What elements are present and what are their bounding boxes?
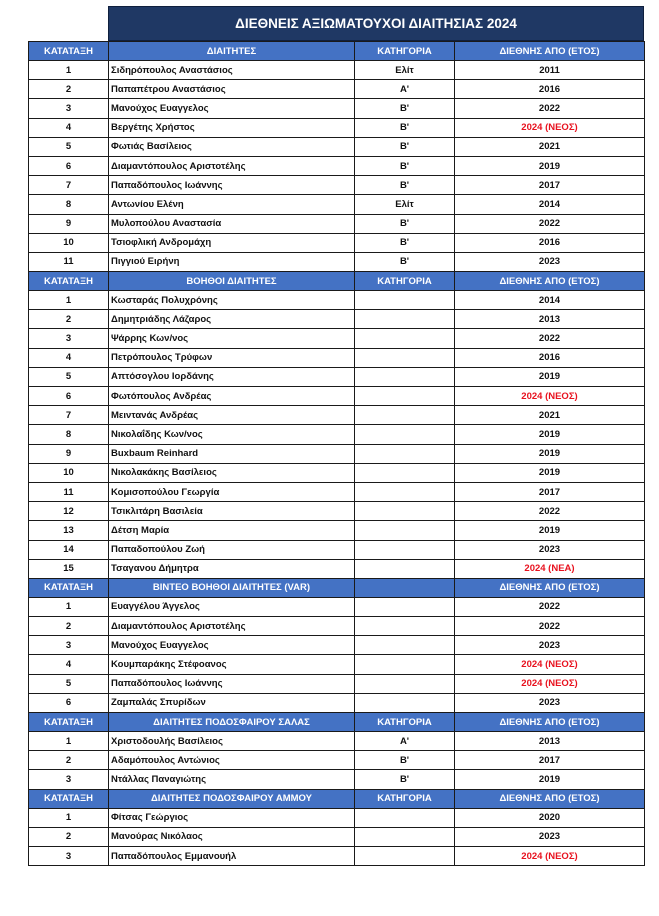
referee-name-cell: Απτόσογλου Ιορδάνης [109,367,355,386]
category-cell [355,444,455,463]
table-row [29,655,645,674]
rank-cell: 2 [29,617,109,636]
table-row [29,80,645,99]
table-row [29,195,645,214]
rank-cell: 4 [29,348,109,367]
category-cell: Β' [355,156,455,175]
category-cell: Ελίτ [355,195,455,214]
section-name-header: ΒΙΝΤΕΟ ΒΟΗΘΟΙ ΔΙΑΙΤΗΤΕΣ (VAR) [109,578,355,597]
rank-cell: 6 [29,387,109,406]
since-year-cell: 2013 [455,310,645,329]
rank-cell: 4 [29,118,109,137]
category-cell: Β' [355,751,455,770]
since-year-cell: 2017 [455,751,645,770]
table-row [29,233,645,252]
table-row [29,214,645,233]
section-header-row [29,42,645,61]
referee-name-cell: Κωσταράς Πολυχρόνης [109,291,355,310]
referee-name-cell: Δέτση Μαρία [109,521,355,540]
referees-table [28,41,645,866]
table-row [29,252,645,271]
rank-cell: 5 [29,137,109,156]
referee-name-cell: Παπαδόπουλος Ιωάννης [109,674,355,693]
referees-document [28,6,644,866]
table-row [29,310,645,329]
rank-cell: 11 [29,252,109,271]
table-row [29,617,645,636]
rank-cell: 3 [29,329,109,348]
category-header: ΚΑΤΗΓΟΡΙΑ [355,272,455,291]
table-row [29,329,645,348]
referee-name-cell: Φωτόπουλος Ανδρέας [109,387,355,406]
section-name-header: ΒΟΗΘΟΙ ΔΙΑΙΤΗΤΕΣ [109,272,355,291]
since-year-cell: 2022 [455,617,645,636]
category-cell [355,291,455,310]
rank-cell: 4 [29,655,109,674]
rank-cell: 7 [29,406,109,425]
category-cell: Β' [355,99,455,118]
rank-cell: 6 [29,693,109,712]
referee-name-cell: Αντωνίου Ελένη [109,195,355,214]
since-year-header: ΔΙΕΘΝΗΣ ΑΠΟ (ΕΤΟΣ) [455,789,645,808]
rank-header: ΚΑΤΑΤΑΞΗ [29,42,109,61]
referee-name-cell: Κουμπαράκης Στέφοανος [109,655,355,674]
table-row [29,367,645,386]
rank-cell: 12 [29,502,109,521]
table-row [29,559,645,578]
referee-name-cell: Μανούχος Ευαγγελος [109,99,355,118]
category-cell [355,502,455,521]
category-cell: Β' [355,252,455,271]
rank-cell: 2 [29,80,109,99]
since-year-cell: 2022 [455,99,645,118]
rank-cell: 3 [29,770,109,789]
rank-cell: 10 [29,463,109,482]
since-year-cell: 2023 [455,693,645,712]
table-row [29,348,645,367]
category-cell [355,636,455,655]
category-cell [355,808,455,827]
category-cell: Β' [355,176,455,195]
rank-cell: 3 [29,636,109,655]
referee-name-cell: Σιδηρόπουλος Αναστάσιος [109,61,355,80]
table-row [29,770,645,789]
table-row [29,827,645,846]
referees-table-body [29,42,645,866]
rank-header: ΚΑΤΑΤΑΞΗ [29,272,109,291]
table-row [29,808,645,827]
referee-name-cell: Φίτσας Γεώργιος [109,808,355,827]
since-year-cell: 2017 [455,482,645,501]
referee-name-cell: Ζαμπαλάς Σπυρίδων [109,693,355,712]
referee-name-cell: Τσαγανου Δήμητρα [109,559,355,578]
table-row [29,463,645,482]
referee-name-cell: Ντάλλας Παναγιώτης [109,770,355,789]
referee-name-cell: Παπαδόπουλος Ιωάννης [109,176,355,195]
category-header [355,578,455,597]
since-year-header: ΔΙΕΘΝΗΣ ΑΠΟ (ΕΤΟΣ) [455,713,645,732]
since-year-cell: 2019 [455,521,645,540]
since-year-cell: 2022 [455,502,645,521]
referee-name-cell: Διαμαντόπουλος Αριστοτέλης [109,617,355,636]
category-cell [355,559,455,578]
referee-name-cell: Μανούχος Ευαγγελος [109,636,355,655]
category-cell [355,655,455,674]
table-row [29,846,645,865]
rank-cell: 3 [29,99,109,118]
rank-cell: 2 [29,827,109,846]
since-year-cell: 2021 [455,137,645,156]
since-year-cell: 2014 [455,195,645,214]
category-cell [355,827,455,846]
referee-name-cell: Νικολακάκης Βασίλειος [109,463,355,482]
since-year-header: ΔΙΕΘΝΗΣ ΑΠΟ (ΕΤΟΣ) [455,42,645,61]
section-name-header: ΔΙΑΙΤΗΤΕΣ [109,42,355,61]
rank-cell: 8 [29,425,109,444]
category-cell [355,329,455,348]
category-cell [355,387,455,406]
section-name-header: ΔΙΑΙΤΗΤΕΣ ΠΟΔΟΣΦΑΙΡΟΥ ΣΑΛΑΣ [109,713,355,732]
since-year-cell: 2014 [455,291,645,310]
rank-cell: 8 [29,195,109,214]
rank-cell: 1 [29,732,109,751]
referee-name-cell: Παπαδοπούλου Ζωή [109,540,355,559]
category-cell [355,310,455,329]
since-year-cell: 2024 (ΝΕΟΣ) [455,387,645,406]
referee-name-cell: Ψάρρης Κων/νος [109,329,355,348]
since-year-header: ΔΙΕΘΝΗΣ ΑΠΟ (ΕΤΟΣ) [455,578,645,597]
referee-name-cell: Παπαπέτρου Αναστάσιος [109,80,355,99]
since-year-cell: 2024 (ΝΕΟΣ) [455,846,645,865]
referee-name-cell: Φωτιάς Βασίλειος [109,137,355,156]
rank-cell: 1 [29,61,109,80]
since-year-cell: 2022 [455,597,645,616]
referee-name-cell: Πετρόπουλος Τρύφων [109,348,355,367]
rank-header: ΚΑΤΑΤΑΞΗ [29,713,109,732]
rank-cell: 2 [29,310,109,329]
since-year-header: ΔΙΕΘΝΗΣ ΑΠΟ (ΕΤΟΣ) [455,272,645,291]
rank-cell: 10 [29,233,109,252]
rank-cell: 5 [29,367,109,386]
rank-cell: 9 [29,444,109,463]
referee-name-cell: Κομισοπούλου Γεωργία [109,482,355,501]
since-year-cell: 2023 [455,636,645,655]
category-cell [355,693,455,712]
section-header-row [29,713,645,732]
referee-name-cell: Πιγγιού Ειρήνη [109,252,355,271]
table-row [29,751,645,770]
since-year-cell: 2016 [455,348,645,367]
table-row [29,176,645,195]
referee-name-cell: Buxbaum Reinhard [109,444,355,463]
category-cell [355,367,455,386]
category-cell [355,425,455,444]
since-year-cell: 2022 [455,214,645,233]
category-cell: Α' [355,732,455,751]
table-row [29,387,645,406]
category-header: ΚΑΤΗΓΟΡΙΑ [355,713,455,732]
rank-cell: 1 [29,808,109,827]
rank-cell: 9 [29,214,109,233]
table-row [29,540,645,559]
since-year-cell: 2024 (ΝΕΟΣ) [455,655,645,674]
table-row [29,156,645,175]
since-year-cell: 2019 [455,770,645,789]
referee-name-cell: Μυλοπούλου Αναστασία [109,214,355,233]
table-row [29,291,645,310]
since-year-cell: 2023 [455,540,645,559]
rank-cell: 5 [29,674,109,693]
category-cell [355,540,455,559]
table-row [29,597,645,616]
table-row [29,502,645,521]
since-year-cell: 2019 [455,444,645,463]
referee-name-cell: Νικολαΐδης Κων/νος [109,425,355,444]
table-row [29,137,645,156]
rank-cell: 15 [29,559,109,578]
section-header-row [29,272,645,291]
table-row [29,521,645,540]
category-cell: Ελίτ [355,61,455,80]
rank-cell: 1 [29,597,109,616]
rank-cell: 11 [29,482,109,501]
since-year-cell: 2016 [455,80,645,99]
table-row [29,674,645,693]
category-cell: Β' [355,214,455,233]
category-cell [355,482,455,501]
since-year-cell: 2023 [455,252,645,271]
rank-cell: 2 [29,751,109,770]
referee-name-cell: Διαμαντόπουλος Αριστοτέλης [109,156,355,175]
rank-header: ΚΑΤΑΤΑΞΗ [29,578,109,597]
rank-cell: 6 [29,156,109,175]
table-row [29,61,645,80]
referee-name-cell: Δημητριάδης Λάζαρος [109,310,355,329]
category-cell: Β' [355,137,455,156]
since-year-cell: 2019 [455,463,645,482]
rank-cell: 14 [29,540,109,559]
since-year-cell: 2019 [455,156,645,175]
since-year-cell: 2017 [455,176,645,195]
referee-name-cell: Παπαδόπουλος Εμμανουήλ [109,846,355,865]
category-cell [355,348,455,367]
category-header: ΚΑΤΗΓΟΡΙΑ [355,789,455,808]
category-cell [355,463,455,482]
since-year-cell: 2021 [455,406,645,425]
category-cell: Β' [355,770,455,789]
category-cell: Β' [355,233,455,252]
category-header: ΚΑΤΗΓΟΡΙΑ [355,42,455,61]
table-row [29,636,645,655]
category-cell [355,521,455,540]
rank-header: ΚΑΤΑΤΑΞΗ [29,789,109,808]
rank-cell: 3 [29,846,109,865]
section-name-header: ΔΙΑΙΤΗΤΕΣ ΠΟΔΟΣΦΑΙΡΟΥ ΑΜΜΟΥ [109,789,355,808]
category-cell [355,846,455,865]
table-row [29,425,645,444]
category-cell [355,597,455,616]
since-year-cell: 2013 [455,732,645,751]
table-row [29,99,645,118]
referee-name-cell: Τσιοφλική Ανδρομάχη [109,233,355,252]
category-cell [355,617,455,636]
table-row [29,118,645,137]
since-year-cell: 2022 [455,329,645,348]
since-year-cell: 2016 [455,233,645,252]
since-year-cell: 2024 (ΝΕΟΣ) [455,674,645,693]
category-cell: Α' [355,80,455,99]
category-cell [355,674,455,693]
referee-name-cell: Αδαμόπουλος Αντώνιος [109,751,355,770]
referee-name-cell: Τσικλιτάρη Βασιλεία [109,502,355,521]
since-year-cell: 2024 (ΝΕΑ) [455,559,645,578]
since-year-cell: 2019 [455,425,645,444]
category-cell: Β' [355,118,455,137]
referee-name-cell: Μανούρας Νικόλαος [109,827,355,846]
table-row [29,444,645,463]
since-year-cell: 2019 [455,367,645,386]
rank-cell: 1 [29,291,109,310]
referee-name-cell: Ευαγγέλου Άγγελος [109,597,355,616]
table-row [29,693,645,712]
since-year-cell: 2024 (ΝΕΟΣ) [455,118,645,137]
since-year-cell: 2023 [455,827,645,846]
referee-name-cell: Βεργέτης Χρήστος [109,118,355,137]
referee-name-cell: Μειντανάς Ανδρέας [109,406,355,425]
table-row [29,406,645,425]
table-row [29,482,645,501]
since-year-cell: 2011 [455,61,645,80]
section-header-row [29,578,645,597]
category-cell [355,406,455,425]
referee-name-cell: Χριστοδουλής Βασίλειος [109,732,355,751]
since-year-cell: 2020 [455,808,645,827]
document-title: ΔΙΕΘΝΕΙΣ ΑΞΙΩΜΑΤΟΥΧΟΙ ΔΙΑΙΤΗΣΙΑΣ 2024 [108,6,644,41]
rank-cell: 13 [29,521,109,540]
table-row [29,732,645,751]
rank-cell: 7 [29,176,109,195]
section-header-row [29,789,645,808]
